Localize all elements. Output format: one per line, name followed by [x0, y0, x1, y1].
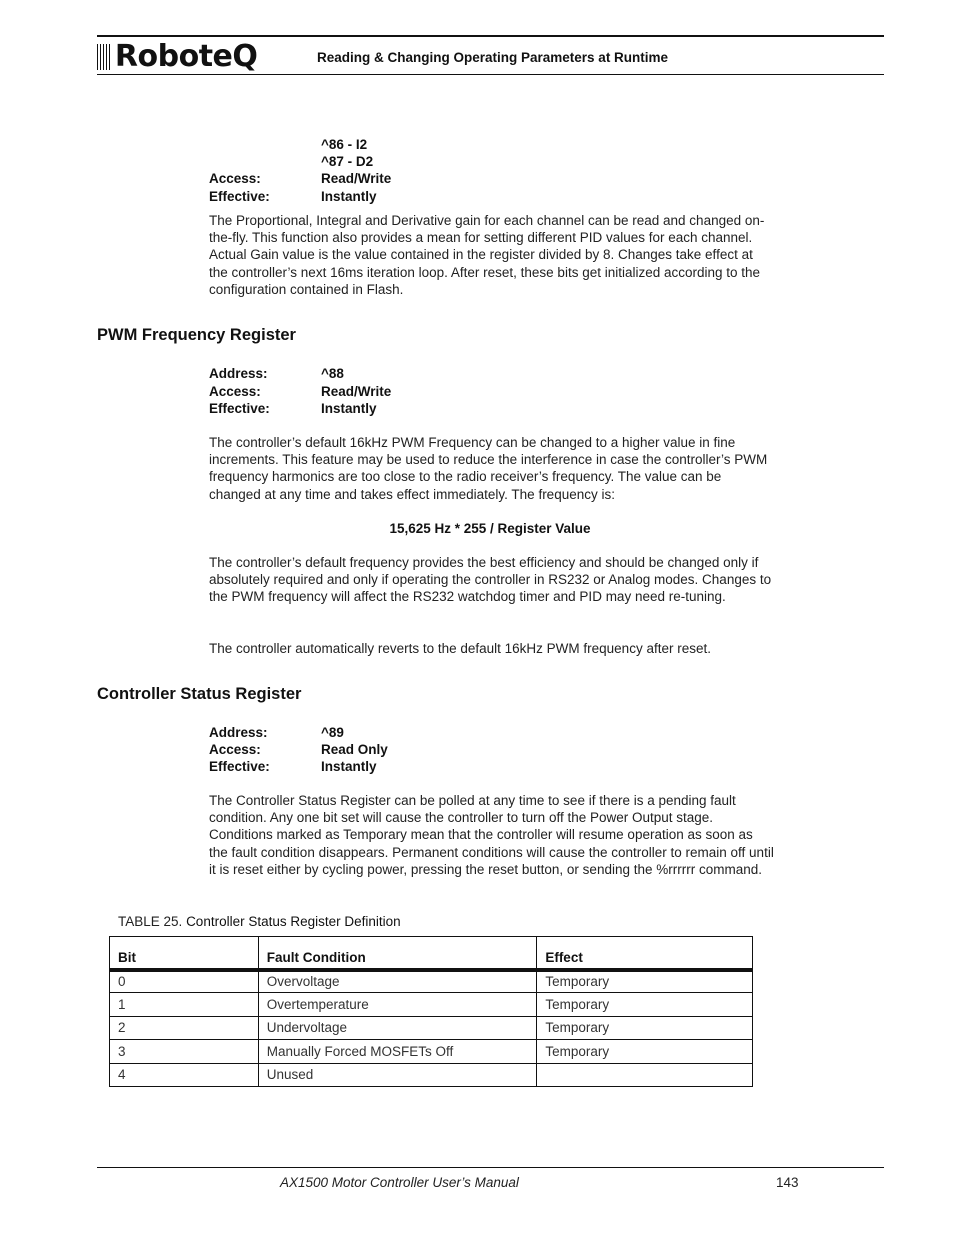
cell-bit: 4	[110, 1063, 259, 1086]
table-header-row	[110, 937, 753, 970]
pwm-formula: 15,625 Hz * 255 / Register Value	[389, 521, 591, 536]
pid-effective-value: Instantly	[321, 189, 377, 204]
header-fault-condition: Fault Condition	[258, 937, 537, 970]
roboteq-logo	[97, 40, 277, 74]
pid-access-label: Access:	[209, 171, 261, 186]
header-effect: Effect	[537, 937, 753, 970]
status-address-value: ^89	[321, 725, 344, 740]
status-effective-label: Effective:	[209, 759, 270, 774]
cell-effect: Temporary	[537, 993, 753, 1016]
pwm-effective-value: Instantly	[321, 401, 377, 416]
cell-fault: Overtemperature	[258, 993, 537, 1016]
pwm-reset-note: The controller automatically reverts to the default 16kHz PWM frequency after reset.	[209, 641, 711, 656]
status-register-table	[109, 936, 753, 1087]
pwm-address-label: Address:	[209, 366, 268, 381]
cell-fault: Undervoltage	[258, 1016, 537, 1039]
pwm-effective-label: Effective:	[209, 401, 270, 416]
cell-bit: 0	[110, 970, 259, 993]
pwm-access-label: Access:	[209, 384, 261, 399]
table-caption-title: Controller Status Register Definition	[186, 914, 401, 929]
cell-effect: Temporary	[537, 1016, 753, 1039]
cell-effect	[537, 1063, 753, 1086]
table-caption-prefix: TABLE 25.	[118, 914, 183, 929]
status-access-value: Read Only	[321, 742, 388, 757]
cell-fault: Overvoltage	[258, 970, 537, 993]
logo-wordmark: RoboteQ	[114, 39, 258, 74]
status-address-label: Address:	[209, 725, 268, 740]
page-number: 143	[776, 1175, 799, 1190]
pid-address-line-2: ^87 - D2	[321, 154, 374, 169]
pwm-address-value: ^88	[321, 366, 344, 381]
table-row	[110, 970, 753, 993]
table-row	[110, 993, 753, 1016]
table-row	[110, 1063, 753, 1086]
table-caption	[118, 914, 401, 929]
header-rule-bottom	[97, 74, 884, 75]
logo-bars-icon	[97, 44, 112, 70]
cell-effect: Temporary	[537, 1040, 753, 1063]
status-access-label: Access:	[209, 742, 261, 757]
cell-fault: Unused	[258, 1063, 537, 1086]
pwm-access-value: Read/Write	[321, 384, 392, 399]
cell-fault: Manually Forced MOSFETs Off	[258, 1040, 537, 1063]
pid-address-line-1: ^86 - I2	[321, 137, 368, 152]
cell-bit: 3	[110, 1040, 259, 1063]
pwm-section-title: PWM Frequency Register	[97, 326, 296, 344]
cell-bit: 1	[110, 993, 259, 1016]
footer-manual-title: AX1500 Motor Controller User’s Manual	[280, 1175, 519, 1190]
pid-effective-label: Effective:	[209, 189, 270, 204]
status-description: The Controller Status Register can be polled at any time to see if there is a pending fault condition. Any one bit set will cause the controller to turn off the Power Output stage. Conditions marked as Temporary mean that the controller will resume operation as soon as the fault condition disappears. Permanent conditions will cause the controller to remain off until it is reset either by cycling power, pressing the reset button, or sending the %rrrrrr command.	[209, 793, 774, 877]
status-effective-value: Instantly	[321, 759, 377, 774]
header-rule-top	[97, 35, 884, 37]
pid-access-value: Read/Write	[321, 171, 392, 186]
pid-description: The Proportional, Integral and Derivative gain for each channel can be read and changed on-the-fly. This function also provides a mean for setting different PID values for each channel. Actual Gain value is the value contained in the register divided by 8. Changes take effect at the controller’s next 16ms iteration loop. After reset, these bits get initialized according to the configuration contained in Flash.	[209, 213, 765, 297]
header-bit: Bit	[110, 937, 259, 970]
header-title: Reading & Changing Operating Parameters at Runtime	[317, 50, 669, 65]
table-row	[110, 1040, 753, 1063]
cell-bit: 2	[110, 1016, 259, 1039]
footer-rule	[97, 1167, 884, 1168]
pwm-description: The controller’s default 16kHz PWM Frequency can be changed to a higher value in fine increments. This feature may be used to reduce the interference in case the controller’s PWM frequency harmonics are too close to the radio receiver’s frequency. The value can be changed at any time and takes effect immediately. The frequency is:	[209, 435, 768, 502]
table-row	[110, 1016, 753, 1039]
cell-effect: Temporary	[537, 970, 753, 993]
status-section-title: Controller Status Register	[97, 685, 302, 703]
pwm-efficiency-note: The controller’s default frequency provides the best efficiency and should be changed only if absolutely required and only if operating the controller in RS232 or Analog modes. Changes to the PWM frequency will affect the RS232 watchdog timer and PID may need re-tuning.	[209, 555, 772, 605]
